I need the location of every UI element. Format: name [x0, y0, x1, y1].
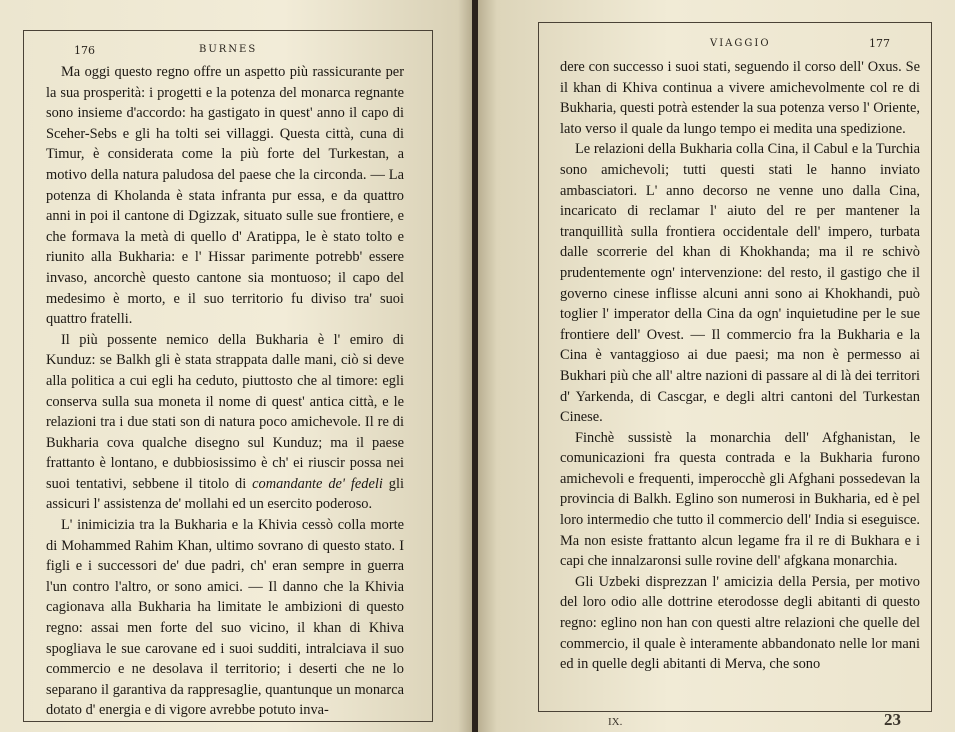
paragraph: dere con successo i suoi stati, seguendo il corso dell' Oxus. Se il khan di Khiva continua a vivere amichevolmente col re di Bukharia, questi potrà estender la sua potenza verso l' Oriente, lato verso il quale da lungo tempo ei medita una spedizione.	[560, 59, 920, 137]
page-number: 176	[74, 44, 95, 57]
paragraph: Finchè sussistè la monarchia dell' Afghanistan, le comunicazioni fra questa contrada e la Bukharia furono amichevoli e frequenti, imperocchè gli Afghani possedevan la provincia di Balkh. Eglino son numerosi in Bukharia, ed è pel loro intermedio che tutto il commercio dell' India si eseguisce. Ma non esiste frattanto alcun legame fra il re di Bukhara e i capi che innalzaronsi sulle rovine dell' afgkana monarchia.	[560, 429, 920, 570]
body-text	[46, 62, 404, 721]
signature-mark: IX.	[608, 716, 623, 728]
paragraph: Le relazioni della Bukharia colla Cina, il Cabul e la Turchia sono amichevoli; tutti questi stati le hanno inviato ambasciatori. L' anno decorso ne venne uno dalla Cina, incaricato di reclamar l' aiuto del re per mantener la tranquillità sulla frontiera occidentale dell' impero, turbata dalle scorrerie del khan di Khokhanda; ma il re schivò prudentemente ogn' intervenzione: del resto, il gastigo che il governo cinese inflisse alcuni anni sono ai Khokhandi, può toglier l' imperator della Cina da ogn' inquietudine per le sue frontiere dell' Ovest. — Il commercio fra la Bukharia e la Cina è vantaggioso ai due paesi; ma non è permesso ai Bukhari più che all' altre nazioni di passare al di là dei territori d' Yarkenda, di Cascgar, e degli altri cantoni del Turkestan Cinese.	[560, 141, 920, 426]
paragraph	[46, 330, 404, 515]
left-page	[0, 0, 472, 732]
paragraph-text: Il più possente nemico della Bukharia è l' emiro di Kunduz: se Balkh gli è stata strappata dalle mani, ciò si deve alla politica a cui egli ha ceduto, piuttosto che al timore: egli conserva sulla sua moneta il nome di quest' antica città, e le relazioni tra i due stati son di natura poco amichevole. Il re di Bukharia cova qualche disegno sul Kunduz; ma il paese frattanto è lontano, e dubbiosissimo è ch' ei riuscir possa nei suoi tentativi, sebbene il titolo di	[46, 331, 404, 492]
paragraph-text: gli assicuri l' assistenza de' mollahi ed un esercito poderoso.	[46, 475, 404, 513]
body-text	[560, 57, 920, 675]
sheet-number: 23	[884, 710, 901, 729]
running-head: VIAGGIO	[710, 38, 771, 49]
page-number: 177	[869, 37, 890, 50]
italic-title: comandante de' fedeli	[252, 475, 383, 492]
right-page	[478, 0, 955, 732]
running-head: BURNES	[199, 44, 258, 55]
paragraph: Ma oggi questo regno offre un aspetto più rassicurante per la sua prosperità: i progetti e la potenza del monarca regnante sono insieme d'accordo: ha gastigato in quest' anno il capo di Sceher-Sebs e gli ha tolti sei villaggi. Questa città, cuna di Timur, è considerata come la più forte del Turkestan, a motivo della natura paludosa del paese che la circonda. — La potenza di Kholanda è stata infranta pur essa, e da quattro anni in poi il cantone di Dgizzak, situato sulle sue frontiere, e che formava la metà di quello d' Aratippa, le è stato tolto e riunito alla Bukharia: e l' Hissar parimente potrebb' essere invaso, ancorchè questo cantone sia montuoso; il capo del medesimo è morto, e il suo territorio fu diviso tra' suoi quattro fratelli.	[46, 64, 404, 328]
paragraph: Gli Uzbeki disprezzan l' amicizia della Persia, per motivo del loro odio alle dottrine eterodosse degli abitanti di questo regno: eglino non han con questi altre relazioni che quelle del commercio, il quale è interamente abbandonato nelle lor mani ed in quelle degli abitanti di Merva, che sono	[560, 573, 920, 673]
paragraph: L' inimicizia tra la Bukharia e la Khivia cessò colla morte di Mohammed Rahim Khan, ultimo sovrano di questo stato. I figli e i successori de' due padri, ch' eran sempre in guerra l'un contro l'altro, or sono amici. — Il danno che la Khivia cagionava alla Bukharia ha limitate le ambizioni di questo regno: assai men forte del suo vicino, il khan di Khiva spogliava le sue carovane ed i suoi sudditi, intralciava il suo commercio e ne desolava il territorio; i deserti che ne lo separano il garantiva da rappresaglie, quantunque un monarca dotato d' energia e di vigore avrebbe potuto inva-	[46, 517, 404, 719]
